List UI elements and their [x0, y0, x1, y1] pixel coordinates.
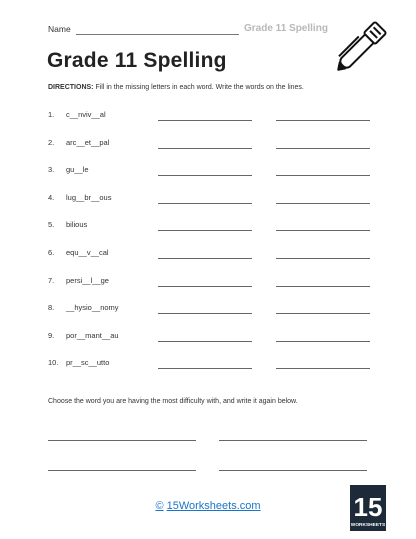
- list-item: [48, 165, 378, 193]
- name-label: Name: [48, 24, 71, 34]
- answer-line[interactable]: [158, 368, 252, 369]
- item-word: __hysio__nomy: [66, 303, 119, 313]
- item-word: arc__et__pal: [66, 137, 110, 147]
- logo-number: 15: [353, 492, 383, 522]
- item-word: bilious: [66, 220, 88, 230]
- item-number: 3.: [48, 165, 55, 175]
- logo-text: WORKSHEETS: [350, 523, 386, 528]
- answer-line[interactable]: [158, 258, 252, 259]
- answer-line[interactable]: [158, 230, 252, 231]
- list-item: [48, 303, 378, 331]
- list-item: [48, 248, 378, 276]
- logo-icon: [350, 485, 386, 531]
- item-word: por__mant__au: [66, 330, 119, 340]
- answer-line[interactable]: [276, 341, 370, 342]
- header-title: Grade 11 Spelling: [244, 23, 328, 34]
- answer-line[interactable]: [158, 120, 252, 121]
- write-line[interactable]: [48, 440, 196, 441]
- answer-line[interactable]: [158, 341, 252, 342]
- copyright-symbol: ©: [155, 500, 164, 512]
- footer-link[interactable]: 15Worksheets.com: [166, 500, 261, 512]
- write-line[interactable]: [48, 470, 196, 471]
- item-number: 5.: [48, 220, 55, 230]
- item-word: pr__sc__utto: [66, 358, 110, 368]
- list-item: [48, 220, 378, 248]
- answer-line[interactable]: [276, 313, 370, 314]
- item-word: gu__le: [66, 165, 89, 175]
- answer-line[interactable]: [276, 258, 370, 259]
- answer-line[interactable]: [276, 148, 370, 149]
- list-item: [48, 110, 378, 138]
- item-word: c__nviv__al: [66, 110, 106, 119]
- list-item: [48, 358, 378, 386]
- name-line[interactable]: [76, 34, 239, 35]
- answer-line[interactable]: [276, 175, 370, 176]
- list-item: [48, 331, 378, 359]
- answer-line[interactable]: [158, 313, 252, 314]
- directions-text: Fill in the missing letters in each word. Write the words on the lines.: [93, 84, 304, 91]
- item-word: lug__br__ous: [66, 192, 112, 202]
- directions-label: DIRECTIONS:: [48, 84, 94, 91]
- list-item: [48, 138, 378, 166]
- answer-line[interactable]: [276, 120, 370, 121]
- answer-line[interactable]: [158, 203, 252, 204]
- item-word: equ__v__cal: [66, 247, 109, 257]
- answer-line[interactable]: [276, 230, 370, 231]
- word-list: [48, 110, 378, 386]
- answer-line[interactable]: [276, 368, 370, 369]
- item-number: 2.: [48, 137, 55, 147]
- write-line[interactable]: [219, 440, 367, 441]
- answer-line[interactable]: [158, 148, 252, 149]
- item-number: 7.: [48, 275, 55, 285]
- item-number: 8.: [48, 303, 55, 313]
- header: [48, 24, 348, 40]
- item-number: 4.: [48, 192, 55, 202]
- write-line[interactable]: [219, 470, 367, 471]
- choose-instructions: Choose the word you are having the most difficulty with, and write it again below.: [48, 398, 298, 405]
- list-item: [48, 276, 378, 304]
- item-word: persi__l__ge: [66, 275, 109, 285]
- item-number: 1.: [48, 110, 55, 119]
- directions: [48, 84, 378, 91]
- answer-line[interactable]: [158, 175, 252, 176]
- item-number: 6.: [48, 247, 55, 257]
- answer-line[interactable]: [158, 286, 252, 287]
- item-number: 10.: [48, 358, 59, 368]
- list-item: [48, 193, 378, 221]
- page-title: Grade 11 Spelling: [47, 49, 227, 72]
- pen-icon: [328, 10, 398, 80]
- answer-line[interactable]: [276, 203, 370, 204]
- answer-line[interactable]: [276, 286, 370, 287]
- item-number: 9.: [48, 330, 55, 340]
